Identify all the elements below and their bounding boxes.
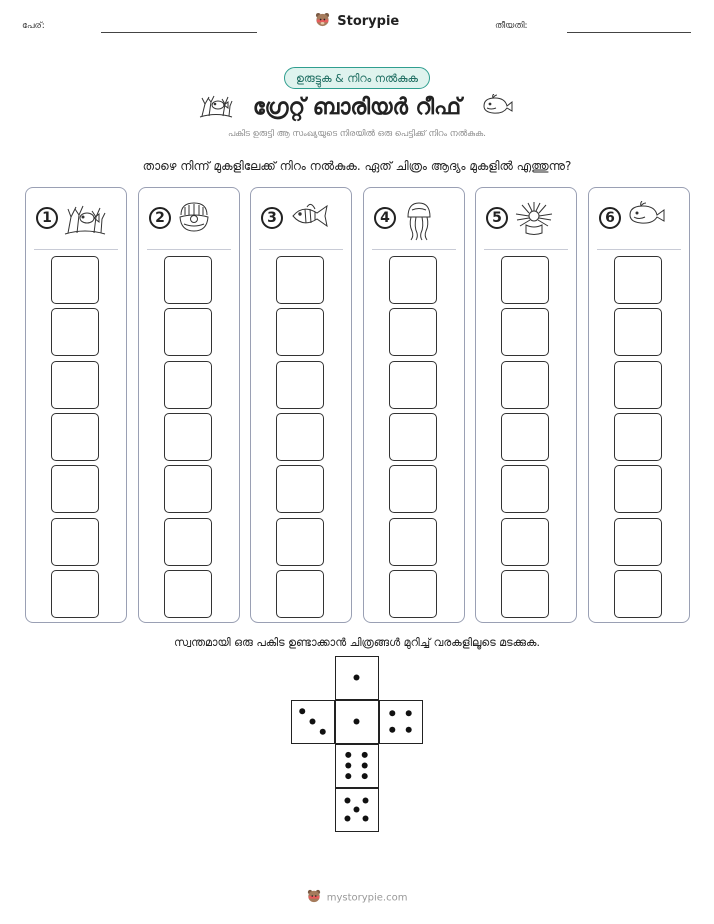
color-box[interactable] (51, 518, 99, 566)
column-divider (259, 249, 343, 250)
color-box[interactable] (164, 413, 212, 461)
fish-icon (289, 201, 331, 235)
column-number: 6 (599, 207, 621, 229)
color-box[interactable] (276, 413, 324, 461)
storypie-bear-icon (315, 12, 330, 31)
sea-anemone-icon (514, 201, 554, 241)
column-5 (475, 187, 577, 623)
color-box[interactable] (501, 518, 549, 566)
color-box[interactable] (276, 308, 324, 356)
die-face-below-center (335, 744, 379, 788)
column-number: 1 (36, 207, 58, 229)
color-box[interactable] (501, 256, 549, 304)
color-box[interactable] (614, 256, 662, 304)
color-box[interactable] (276, 465, 324, 513)
column-number: 3 (261, 207, 283, 229)
color-box[interactable] (389, 518, 437, 566)
color-box[interactable] (276, 361, 324, 409)
column-4 (363, 187, 465, 623)
color-box[interactable] (164, 570, 212, 618)
subtitle: പകിട ഉരുട്ടി ആ സംഖ്യയുടെ നിരയിൽ ഒരു പെട്ടിക്ക് നിറം നൽകുക. (228, 129, 486, 139)
color-box[interactable] (501, 361, 549, 409)
color-box[interactable] (389, 570, 437, 618)
clam-with-pearl-icon (177, 201, 211, 237)
coral-reef-icon (199, 92, 233, 124)
color-box[interactable] (164, 256, 212, 304)
die-face-bottom (335, 788, 379, 832)
color-box[interactable] (389, 465, 437, 513)
brand-logo (0, 12, 714, 31)
page-title: ഗ്രേറ്റ് ബാരിയർ റീഫ് (252, 95, 462, 120)
column-divider (484, 249, 568, 250)
color-box[interactable] (389, 413, 437, 461)
color-box[interactable] (276, 518, 324, 566)
instruction-text: താഴെ നിന്ന് മുകളിലേക്ക് നിറം നൽകുക. ഏത് ചിത്രം ആദ്യം മുകളിൽ എത്തുന്നു? (142, 159, 572, 173)
whale-icon (481, 94, 515, 122)
color-box[interactable] (614, 361, 662, 409)
die-face-center (335, 700, 379, 744)
color-box[interactable] (276, 570, 324, 618)
color-box[interactable] (164, 465, 212, 513)
column-1 (25, 187, 127, 623)
color-box[interactable] (51, 256, 99, 304)
color-box[interactable] (614, 308, 662, 356)
color-box[interactable] (276, 256, 324, 304)
footer (0, 889, 714, 906)
brand-name: Storypie (337, 14, 400, 29)
whale-icon (627, 201, 667, 231)
name-line[interactable] (101, 32, 257, 33)
column-2 (138, 187, 240, 623)
column-number: 2 (149, 207, 171, 229)
footer-link[interactable]: mystorypie.com (326, 892, 408, 904)
color-box[interactable] (614, 465, 662, 513)
die-face-top (335, 656, 379, 700)
date-label: തീയതി: (495, 21, 528, 31)
color-box[interactable] (501, 413, 549, 461)
color-box[interactable] (51, 308, 99, 356)
color-box[interactable] (614, 413, 662, 461)
name-label: പേര്: (22, 21, 45, 31)
page-title-row (0, 92, 714, 124)
die-instruction-text: സ്വന്തമായി ഒരു പകിട ഉണ്ടാക്കാൻ ചിത്രങ്ങൾ മുറിച്ച് വരകളിലൂടെ മടക്കുക. (174, 636, 540, 649)
color-box[interactable] (51, 465, 99, 513)
jellyfish-icon (402, 201, 436, 245)
column-number: 5 (486, 207, 508, 229)
color-box[interactable] (164, 308, 212, 356)
color-box[interactable] (614, 570, 662, 618)
storypie-bear-icon (307, 889, 321, 906)
date-line[interactable] (567, 32, 691, 33)
color-box[interactable] (501, 465, 549, 513)
die-face-right (379, 700, 423, 744)
color-box[interactable] (51, 361, 99, 409)
color-box[interactable] (389, 256, 437, 304)
column-3 (250, 187, 352, 623)
color-box[interactable] (389, 361, 437, 409)
activity-badge: ഉരുട്ടുക & നിറം നൽകുക (284, 67, 430, 89)
die-face-left (291, 700, 335, 744)
color-box[interactable] (389, 308, 437, 356)
column-6 (588, 187, 690, 623)
color-box[interactable] (51, 413, 99, 461)
column-divider (34, 249, 118, 250)
color-box[interactable] (614, 518, 662, 566)
color-box[interactable] (51, 570, 99, 618)
column-divider (597, 249, 681, 250)
coral-reef-icon (64, 201, 106, 239)
column-number: 4 (374, 207, 396, 229)
color-box[interactable] (164, 361, 212, 409)
column-divider (372, 249, 456, 250)
color-box[interactable] (164, 518, 212, 566)
color-box[interactable] (501, 308, 549, 356)
column-divider (147, 249, 231, 250)
color-box[interactable] (501, 570, 549, 618)
